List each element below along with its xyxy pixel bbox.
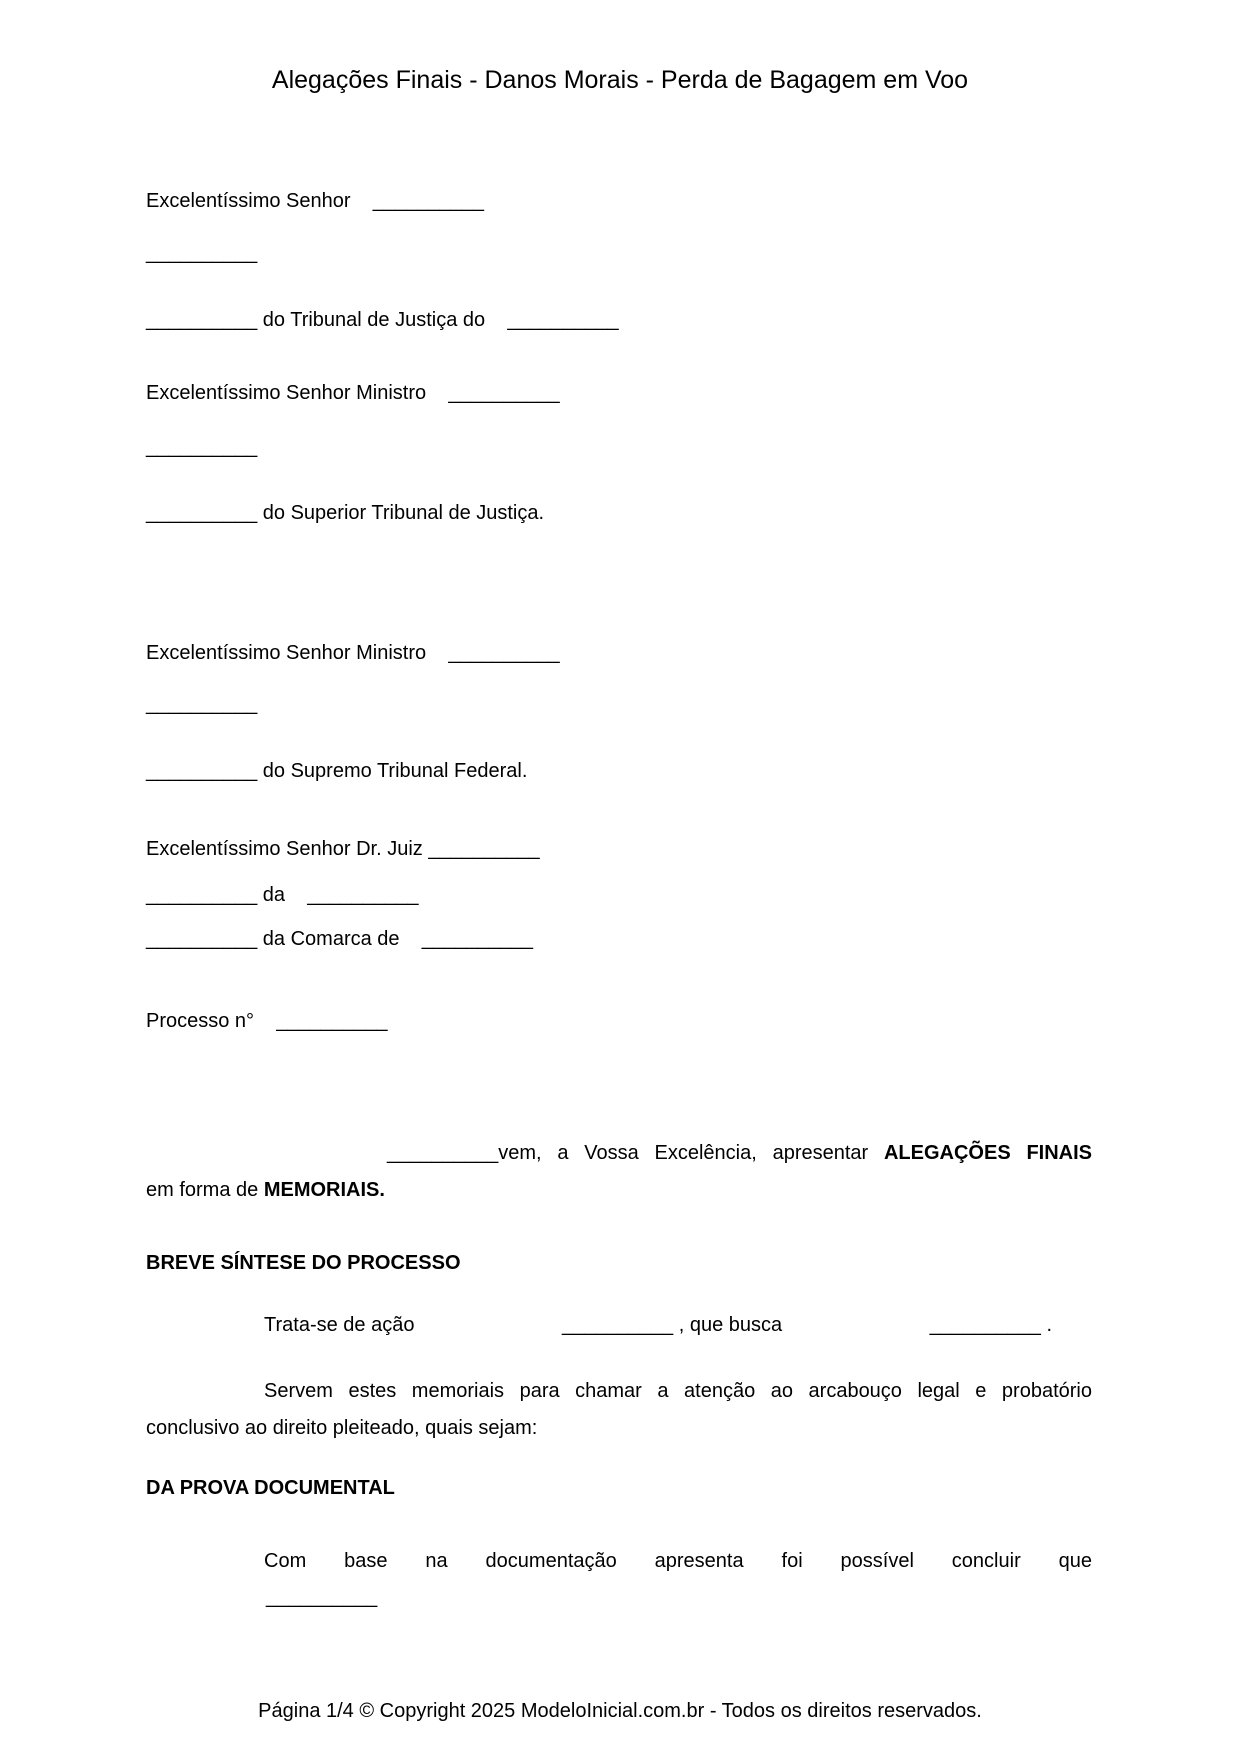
acao-line [264, 1314, 1052, 1337]
document-title: Alegações Finais - Danos Morais - Perda de Bagagem em Voo [271, 66, 969, 94]
salutation-stj-blank-line: __________ [146, 436, 258, 458]
acao-seg3: __________ . [929, 1314, 1052, 1336]
servem-line2: conclusivo ao direito pleiteado, quais sejam: [146, 1417, 538, 1439]
intro2-bold-memoriais: MEMORIAIS. [263, 1179, 385, 1201]
salutation-stf-blank-line: __________ [146, 693, 258, 715]
prova-line1: Com base na documentação apresenta foi possível concluir que [264, 1550, 1092, 1572]
intro-blank: __________ [387, 1142, 499, 1164]
salutation-stj-line1: Excelentíssimo Senhor Ministro __________ [146, 382, 560, 404]
intro-line2 [146, 1179, 1092, 1202]
acao-seg2: __________ , que busca [561, 1314, 783, 1336]
acao-seg1: Trata-se de ação [264, 1314, 415, 1336]
salutation-juiz-line3: __________ da Comarca de __________ [146, 928, 533, 950]
salutation-stf-line1: Excelentíssimo Senhor Ministro __________ [146, 642, 560, 664]
servem-line1: Servem estes memoriais para chamar a atenção ao arcabouço legal e probatório [264, 1380, 1092, 1402]
salutation-tj-line3: __________ do Tribunal de Justiça do __________ [146, 309, 619, 331]
intro2-text: em forma de [146, 1179, 264, 1201]
intro-bold-alegacoes: ALEGAÇÕES FINAIS [883, 1142, 1093, 1164]
salutation-tj-line1: Excelentíssimo Senhor __________ [146, 190, 484, 212]
salutation-stj-line3: __________ do Superior Tribunal de Justiça. [146, 502, 545, 524]
intro-text: vem, a Vossa Excelência, apresentar [498, 1142, 884, 1164]
salutation-stf-line3: __________ do Supremo Tribunal Federal. [146, 760, 528, 782]
heading-breve-sintese: BREVE SÍNTESE DO PROCESSO [146, 1252, 461, 1274]
prova-blank-line: __________ [266, 1586, 378, 1608]
intro-line [387, 1142, 1092, 1165]
salutation-tj-blank-line: __________ [146, 242, 258, 264]
heading-da-prova: DA PROVA DOCUMENTAL [146, 1477, 395, 1499]
salutation-juiz-line1: Excelentíssimo Senhor Dr. Juiz __________ [146, 838, 540, 860]
salutation-juiz-line2: __________ da __________ [146, 884, 419, 906]
processo-number-line: Processo n° __________ [146, 1010, 388, 1032]
page-footer: Página 1/4 © Copyright 2025 ModeloInicial.com.br - Todos os direitos reservados. [258, 1700, 982, 1722]
